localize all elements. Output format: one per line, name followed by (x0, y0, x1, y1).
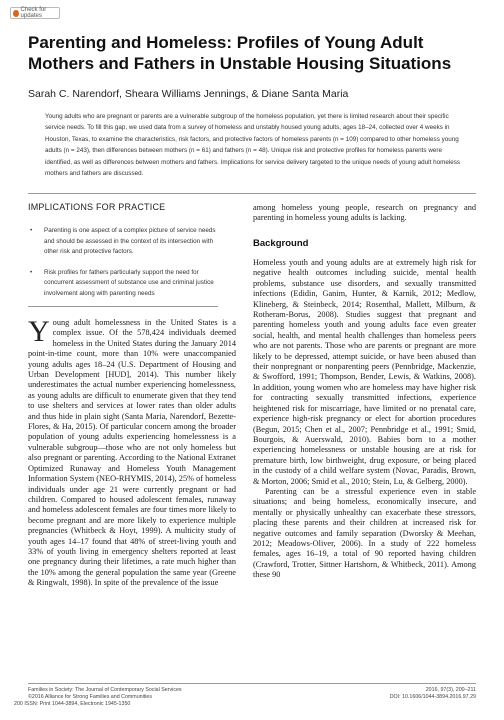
author-list: Sarah C. Narendorf, Sheara Williams Jennings, & Diane Santa Maria (28, 88, 349, 100)
footer-divider (28, 683, 476, 684)
abstract: Young adults who are pregnant or parents are a vulnerable subgroup of the homeless population, yet there is limited research about their specific service needs. To fill this gap, we used data from a survey of homeless and unstably housed young adults, ages 18–24, collected over 4 weeks in Houston, Texas, to examine the characteristics, risk factors, and protective factors of homeless parents (n = 109) compared to other homeless young adults (n = 243), then differences between mothers (n = 61) and fathers (n = 48). Unique risk and protective profiles for homeless parents were identified, as well as differences between mothers and fathers. Implications for service delivery targeted to the unique needs of young adult homeless mothers and fathers are discussed. (45, 113, 461, 178)
implications-list (28, 226, 218, 309)
intro-paragraph: oung adult homelessness in the United States is a complex issue. Of the 578,424 individuals deemed homeless in the United States during the January 2014 point-in-time count, more than 10% were unaccompanied young adults ages 18–24 (U.S. Department of Housing and Urban Development [HUD], 2014). This number likely underestimates the actual number experiencing homelessness, as young adults are difficult to enumerate given that they tend to use shelters and services at lower rates than older adults and thus hide in plain sight (Santa Maria, Narendorf, Bezette-Flores, & Ha, 2015). Of particular concern among the broader population of young adults experiencing homelessness is a vulnerable subgroup—those who are not only homeless but also pregnant or parenting. According to the National Extranet Optimized Runaway and Homeless Youth Management Information System (NEO-RHYMIS, 2014), 25% of homeless individuals under age 21 were currently pregnant or had children. Compared to housed adolescent females, runaway and homeless adolescent females are four times more likely to become pregnant and are more likely to experience multiple pregnancies (Whitbeck & Hoyt, 1999). A multicity study of youth ages 14–17 found that 48% of street-living youth and 33% of youth living in emergency shelters reported at least one pregnancy during their lifetimes, a rate much higher than the 10% among the general population the same year (Greene & Ringwalt, 1998). In spite of the prevalence of the issue (28, 318, 236, 588)
footer-right (390, 687, 476, 701)
drop-cap: Y (28, 315, 50, 348)
background-paragraph-1: Homeless youth and young adults are at extremely high risk for negative health outcomes including suicide, mental health problems, substance use disorders, and sexually transmitted infections (Edidin, Ganim, Hunter, & Karnik, 2012; Medlow, Klineberg, & Steinbeck, 2014; Rosenthal, Mallett, Milburn, & Rotheram-Borus, 2008). Studies suggest that pregnant and parenting homeless youth and young adults face even greater social, health, and mental health challenges than homeless peers who are not parents. Those who are parents or pregnant are more likely to be depressed, attempt suicide, or have been abused than their nonpregnant or nonparenting peers (Pennbridge, Mackenzie, & Swofford, 1991; Thompson, Bender, Lewis, & Watkins, 2008). In addition, young women who are homeless may have higher risk for contracting sexually transmitted infections, experience heightened risk for miscarriage, have limited or no prenatal care, experience high-risk pregnancy or elect for abortion procedures (Begun, 2015; Chen et al., 2007; Pennbridge et al., 1991; Smid, Bourgois, & Auerswald, 2010). Babies born to a mother experiencing homelessness or unstable housing are at risk for premature birth, low birthweight, drug exposure, or being placed in the custody of a child welfare system (Novac, Paradis, Brown, & Morton, 2006; Smid et al., 2010; Stein, Lu, & Gelberg, 2000). (253, 258, 476, 486)
doi[interactable]: DOI: 10.1606/1044-3894.2016.97.29 (389, 694, 476, 700)
bullet-icon: • (30, 227, 33, 234)
section-divider (28, 193, 476, 194)
article-title: Parenting and Homeless: Profiles of Young Adult Mothers and Fathers in Unstable Housing Situations (28, 33, 452, 73)
issn: ISSN: Print 1044-3894, Electronic 1945-1350 (24, 701, 131, 707)
crossmark-icon (13, 10, 19, 17)
badge-label: Check for updates (20, 7, 47, 19)
issn-line (14, 701, 182, 708)
body-column-right (253, 258, 476, 581)
implications-heading: IMPLICATIONS FOR PRACTICE (28, 202, 166, 212)
background-paragraph-2: Parenting can be a stressful experience even in stable situations; and being homeless, economically insecure, and mentally or physically unhealthy can exacerbate these stressors, placing these parents and their children at increased risk for negative outcomes and family separation (Dworsky & Meehan, 2012; Meadows-Oliver, 2006). In a study of 222 homeless females, ages 16–19, a total of 90 reported having children (Crawford, Trotter, Sittner Hartshorn, & Whitbeck, 2011). Among these 90 (253, 486, 476, 580)
copyright: ©2016 Alliance for Strong Families and Communities (28, 694, 153, 700)
bullet-icon: • (30, 268, 33, 276)
volume-info: 2016, 97(3), 200–211 (425, 687, 476, 693)
implication-item: • Risk profiles for fathers particularly support the need for concurrent assessment of substance use and criminal justice involvement along with parenting needs (30, 268, 214, 297)
page-number: 200 (14, 701, 23, 707)
check-for-updates-badge[interactable] (10, 7, 60, 19)
implication-item: • Parenting is one aspect of a complex picture of service needs and should be assessed in the context of its intersection with other risk and protective factors. (30, 227, 216, 255)
journal-name: Families in Society: The Journal of Contemporary Social Services (28, 687, 182, 693)
background-heading: Background (253, 238, 309, 249)
footer-left (14, 687, 182, 708)
intro-continuation: among homeless young people, research on pregnancy and parenting in homeless young adults is lacking. (253, 203, 476, 223)
body-column-left (28, 315, 236, 589)
body-column-right-top (253, 203, 476, 224)
implications-divider (28, 306, 218, 307)
